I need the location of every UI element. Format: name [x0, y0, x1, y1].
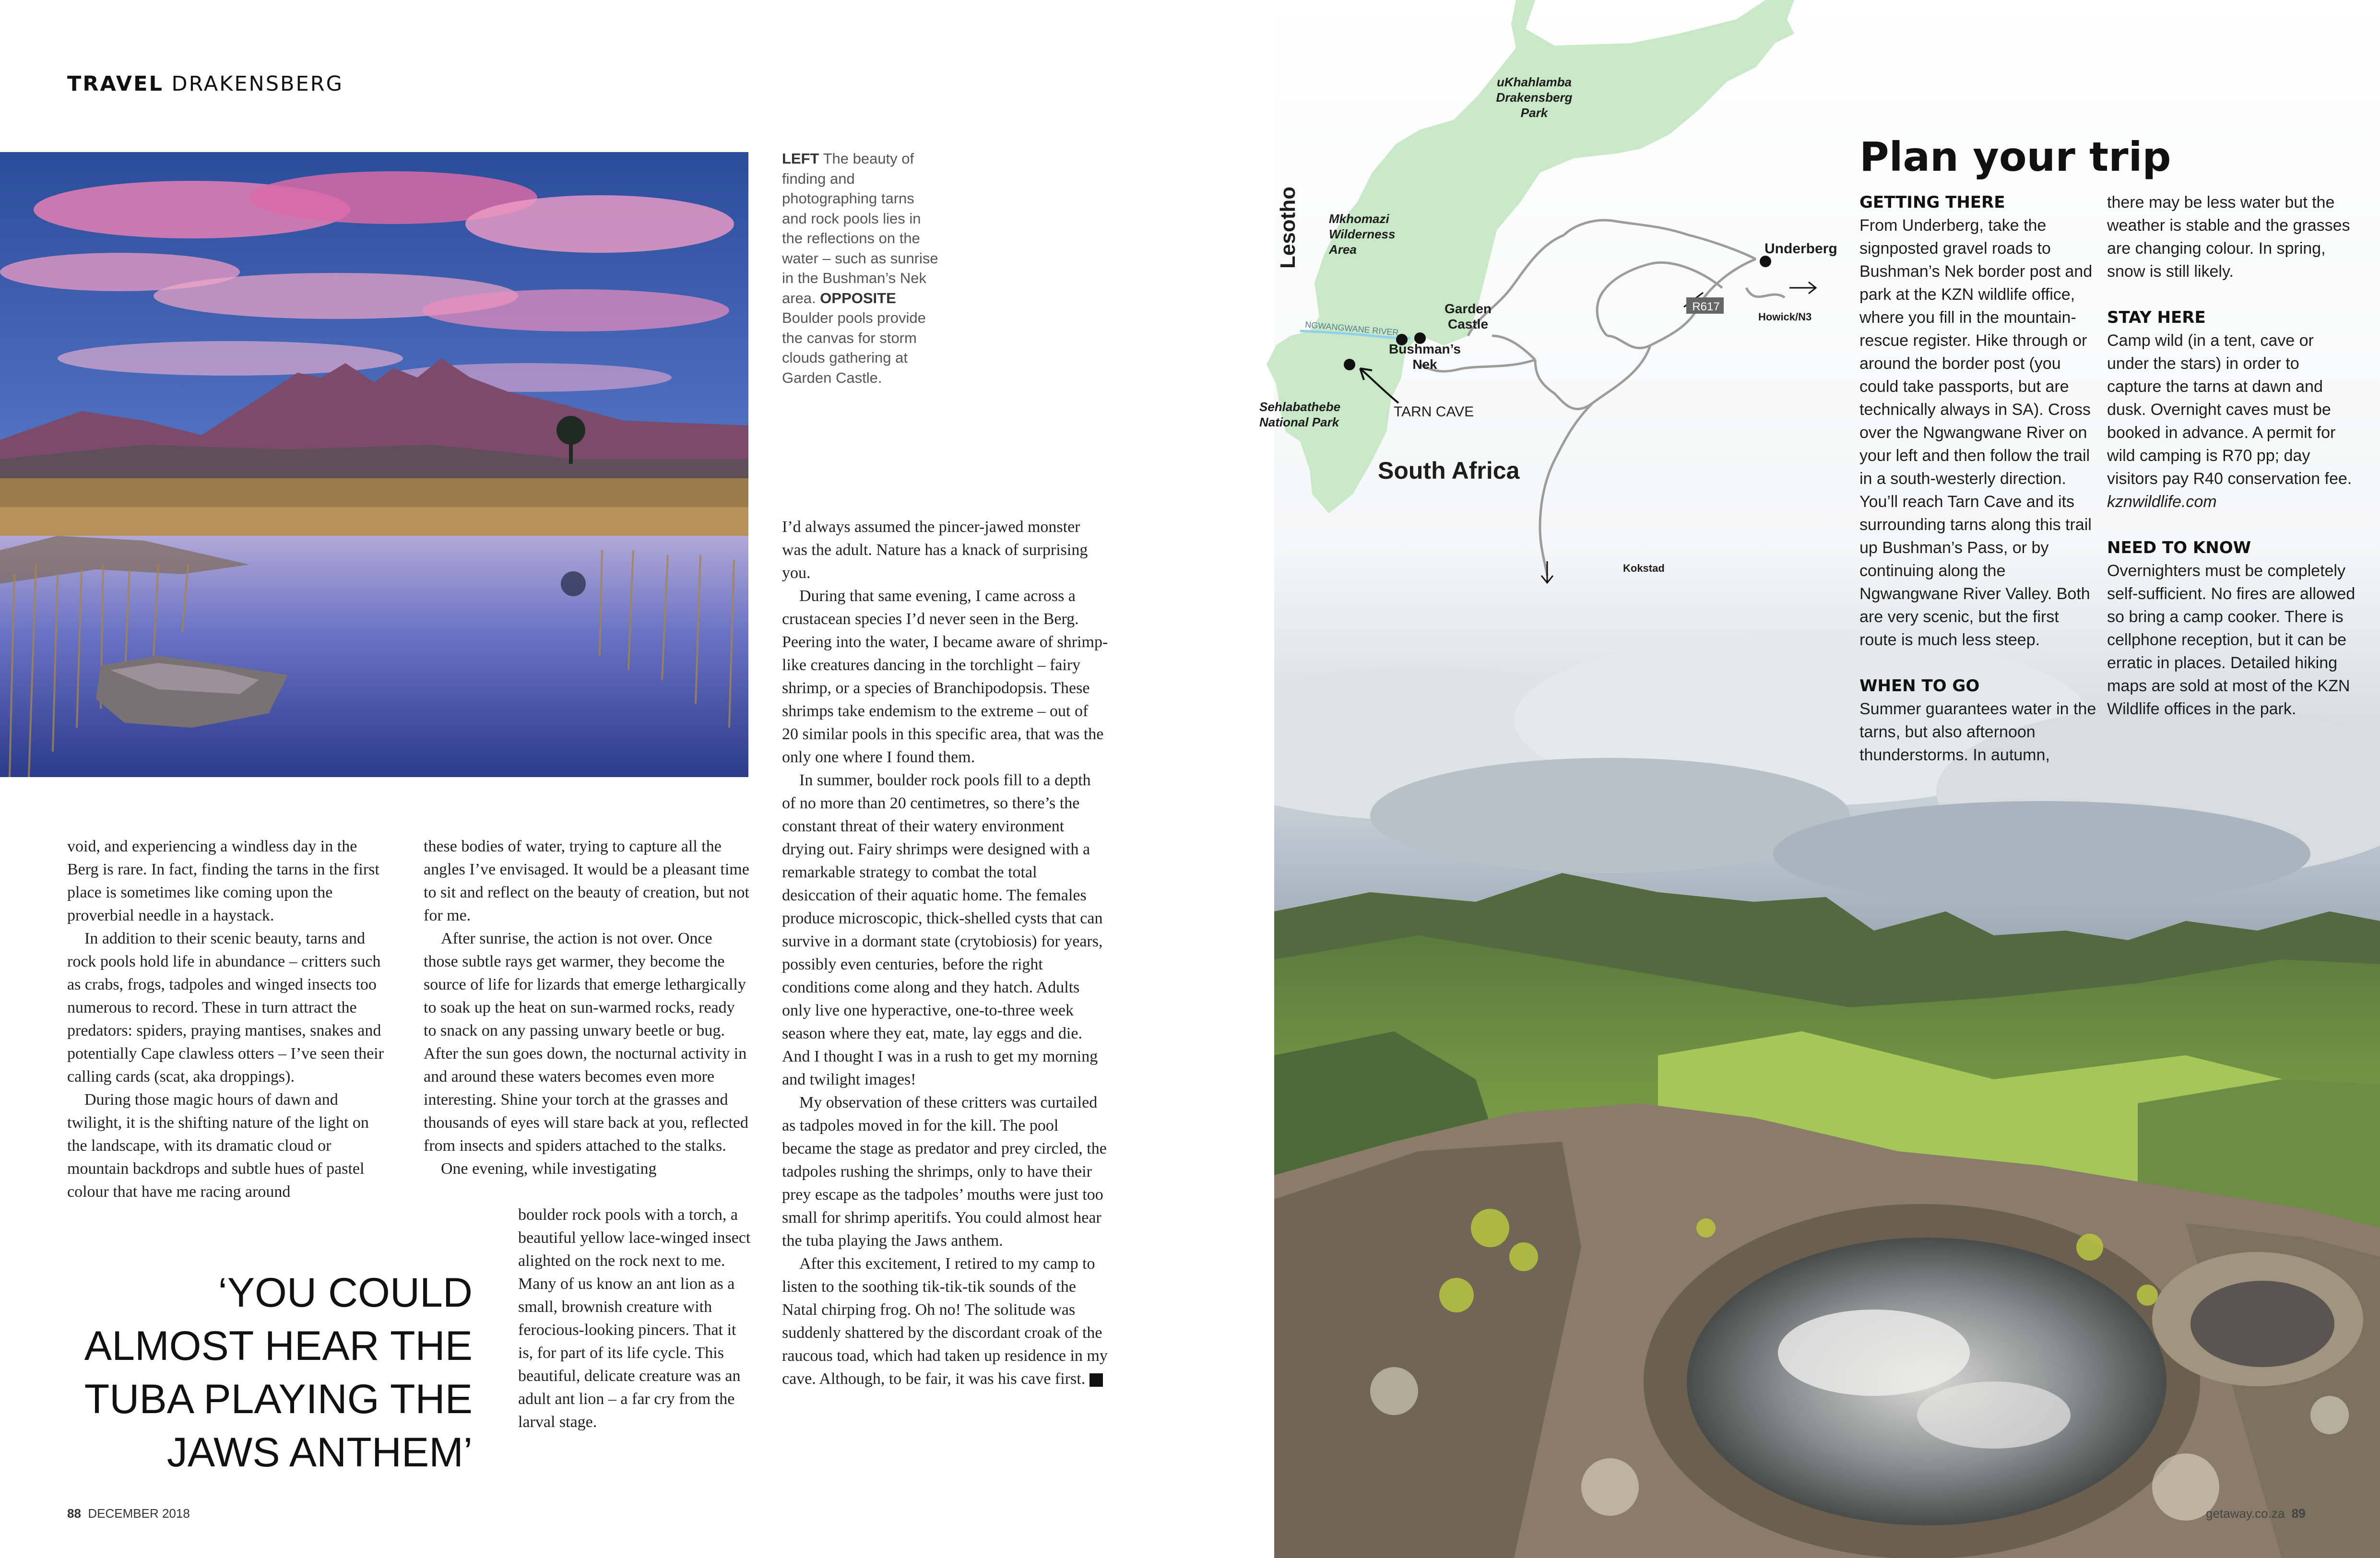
when-to-go-heading: WHEN TO GO: [1859, 676, 1980, 696]
map-label-garden-castle: Garden Castle: [1444, 301, 1492, 331]
map-label-tarn-cave: TARN CAVE: [1394, 404, 1474, 420]
body-column-2: [424, 835, 750, 1180]
section-header: [67, 72, 343, 96]
map-label-sehlabathebe: Sehlabathebe National Park: [1259, 400, 1341, 429]
map-label-bushmans-nek: Bushman’s Nek: [1389, 342, 1461, 372]
stay-here-link[interactable]: kznwildlife.com: [2107, 493, 2217, 511]
paragraph: My observation of these critters was curtailed as tadpoles moved in for the kill. The pool became the stage as predator and prey circled, the tadpoles rushing the shrimps, only to have their prey escape as the tadpoles’ mouths were just too small for shrimp aperitifs. You could almost hear the tuba playing the Jaws anthem.: [782, 1094, 1107, 1250]
page-number: 88: [67, 1506, 81, 1521]
paragraph: these bodies of water, trying to capture all the angles I’ve envisaged. It would be a pleasant time to sit and reflect on the beauty of creation, but not for me.: [424, 838, 749, 924]
photo-caption: [782, 149, 943, 388]
paragraph: boulder rock pools with a torch, a beautiful yellow lace-winged insect alighted on the rock next to me. Many of us know an ant lion as a small, brownish creature with ferocious-looking pincers. That it is, for part of its life cycle. This beautiful, delicate creature was an adult ant lion – a far cry from the larval stage.: [518, 1206, 751, 1431]
tarn-sunrise-photo: [0, 152, 748, 777]
paragraph: void, and experiencing a windless day in the Berg is rare. In fact, finding the tarns in the first place is sometimes like coming upon the proverbial needle in a haystack.: [67, 838, 379, 924]
website: getaway.co.za: [2206, 1506, 2285, 1521]
map-label-howick: Howick/N3: [1758, 311, 1812, 323]
underberg-marker: [1760, 256, 1771, 267]
body-column-2-continued: [518, 1204, 751, 1434]
folio-right: [2206, 1506, 2306, 1521]
page-number: 89: [2291, 1506, 2306, 1521]
map-label-south-africa: South Africa: [1378, 457, 1520, 484]
caption-opposite-text: Boulder pools provide the canvas for storm clouds gathering at Garden Castle.: [782, 309, 926, 386]
paragraph: During those magic hours of dawn and twilight, it is the shifting nature of the light on the landscape, with its dramatic cloud or mountain backdrops and subtle hues of pastel colour that have me racing around: [67, 1091, 369, 1201]
plan-title: Plan your trip: [1859, 133, 2171, 180]
stay-here-text: Camp wild (in a tent, cave or under the stars) in order to capture the tarns at dawn and dusk. Overnight caves must be booked in advance. A permit for wild camping is R70 pp; day visitors pay R40 conservation fee.: [2107, 331, 2352, 488]
issue-date: DECEMBER 2018: [88, 1506, 190, 1521]
caption-left-label: LEFT: [782, 150, 819, 167]
end-mark-logo: G: [1089, 1373, 1103, 1387]
plan-column-2: [2107, 191, 2356, 720]
map-label-wilderness: Mkhomazi Wilderness Area: [1329, 212, 1396, 257]
map-label-underberg: Underberg: [1764, 241, 1837, 257]
getting-there-heading: GETTING THERE: [1859, 193, 2005, 212]
paragraph: [782, 1252, 1115, 1391]
caption-opposite-label: OPPOSITE: [820, 289, 896, 307]
map-label-lesotho: Lesotho: [1276, 186, 1300, 269]
body-column-3: [782, 516, 1115, 1391]
folio-left: [67, 1506, 190, 1521]
caption-left-text: The beauty of finding and photographing tarns and rock pools lies in the reflections on the water – such as sunrise in the Bushman’s Nek area.: [782, 150, 938, 307]
need-to-know-heading: NEED TO KNOW: [2107, 538, 2251, 557]
paragraph: During that same evening, I came across a crustacean species I’d never seen in the Berg. Peering into the water, I became aware of shrimp-like creatures dancing in the torchlight – fairy shrimp, or a species of Branchipodopsis. These shrimps take endemism to the extreme – out of 20 similar pools in this specific area, that was the only one where I found them.: [782, 587, 1108, 766]
tarn-cave-marker: [1344, 359, 1355, 370]
paragraph: I’d always assumed the pincer-jawed monster was the adult. Nature has a knack of surprising you.: [782, 518, 1088, 582]
map-label-road: R617: [1692, 300, 1720, 313]
paragraph: In summer, boulder rock pools fill to a depth of no more than 20 centimetres, so there’s the constant threat of their watery environment drying out. Fairy shrimps were designed with a remarkable strategy to combat the total desiccation of their aquatic home. The females produce microscopic, thick-shelled cysts that can survive in a dormant state (crytobiosis) for years, possibly even centuries, before the right conditions come along and they hatch. Adults only live one hyperactive, one-to-three week season where they eat, mate, lay eggs and die. And I thought I was in a rush to get my morning and twilight images!: [782, 771, 1103, 1088]
map-label-kokstad: Kokstad: [1623, 562, 1665, 574]
pull-quote: ‘YOU COULD ALMOST HEAR THE TUBA PLAYING THE JAWS ANTHEM’: [84, 1270, 473, 1475]
getting-there-text: From Underberg, take the signposted gravel roads to Bushman’s Nek border post and park at the KZN wildlife office, where you fill in the mountain-rescue register. Hike through or around the border post (you could take passports, but are technically always in SA). Cross over the Ngwangwane River on your left and then follow the trail in a south-westerly direction. You’ll reach Tarn Cave and its surrounding tarns along this trail up Bushman’s Pass, or by continuing along the Ngwangwane River Valley. Both are very scenic, but the first route is much less steep.: [1859, 216, 2093, 649]
map-label-river: NGWANGWANE RIVER: [1304, 319, 1399, 338]
section-title: DRAKENSBERG: [171, 72, 343, 96]
plan-column-1: [1859, 191, 2099, 767]
final-paragraph-text: After this excitement, I retired to my camp to listen to the soothing tik-tik-tik sounds of the Natal chirping frog. Oh no! The solitude was suddenly shattered by the discordant croak of the raucous toad, which had taken up residence in my cave. Although, to be fair, it was his cave first.: [782, 1255, 1108, 1388]
need-to-know-text: Overnighters must be completely self-sufficient. No fires are allowed so bring a camp cooker. There is cellphone reception, but it can be erratic in places. Detailed hiking maps are sold at most of the KZN Wildlife offices in the park.: [2107, 562, 2356, 718]
section-label: TRAVEL: [67, 72, 164, 96]
when-to-go-text: Summer guarantees water in the tarns, but also afternoon thunderstorms. In autumn,: [1859, 700, 2096, 764]
map-label-park: uKhahlamba Drakensberg Park: [1496, 75, 1573, 120]
stay-here-heading: STAY HERE: [2107, 308, 2206, 327]
paragraph: One evening, while investigating: [441, 1160, 657, 1178]
when-to-go-continued: there may be less water but the weather is stable and the grasses are changing colour. In spring, snow is still likely.: [2107, 193, 2350, 281]
paragraph: After sunrise, the action is not over. Once those subtle rays get warmer, they become the source of life for lizards that emerge lethargically to soak up the heat on sun-warmed rocks, ready to snack on any passing unwary beetle or bug. After the sun goes down, the nocturnal activity in and around these waters becomes even more interesting. Shine your torch at the grasses and thousands of eyes will stare back at you, reflected from insects and spiders attached to the stalks.: [424, 930, 748, 1155]
paragraph: In addition to their scenic beauty, tarns and rock pools hold life in abundance – critters such as crabs, frogs, tadpoles and winged insects too numerous to record. These in turn attract the predators: spiders, praying mantises, snakes and potentially Cape clawless otters – I’ve seen their calling cards (scat, aka droppings).: [67, 930, 384, 1086]
body-column-1: [67, 835, 384, 1204]
